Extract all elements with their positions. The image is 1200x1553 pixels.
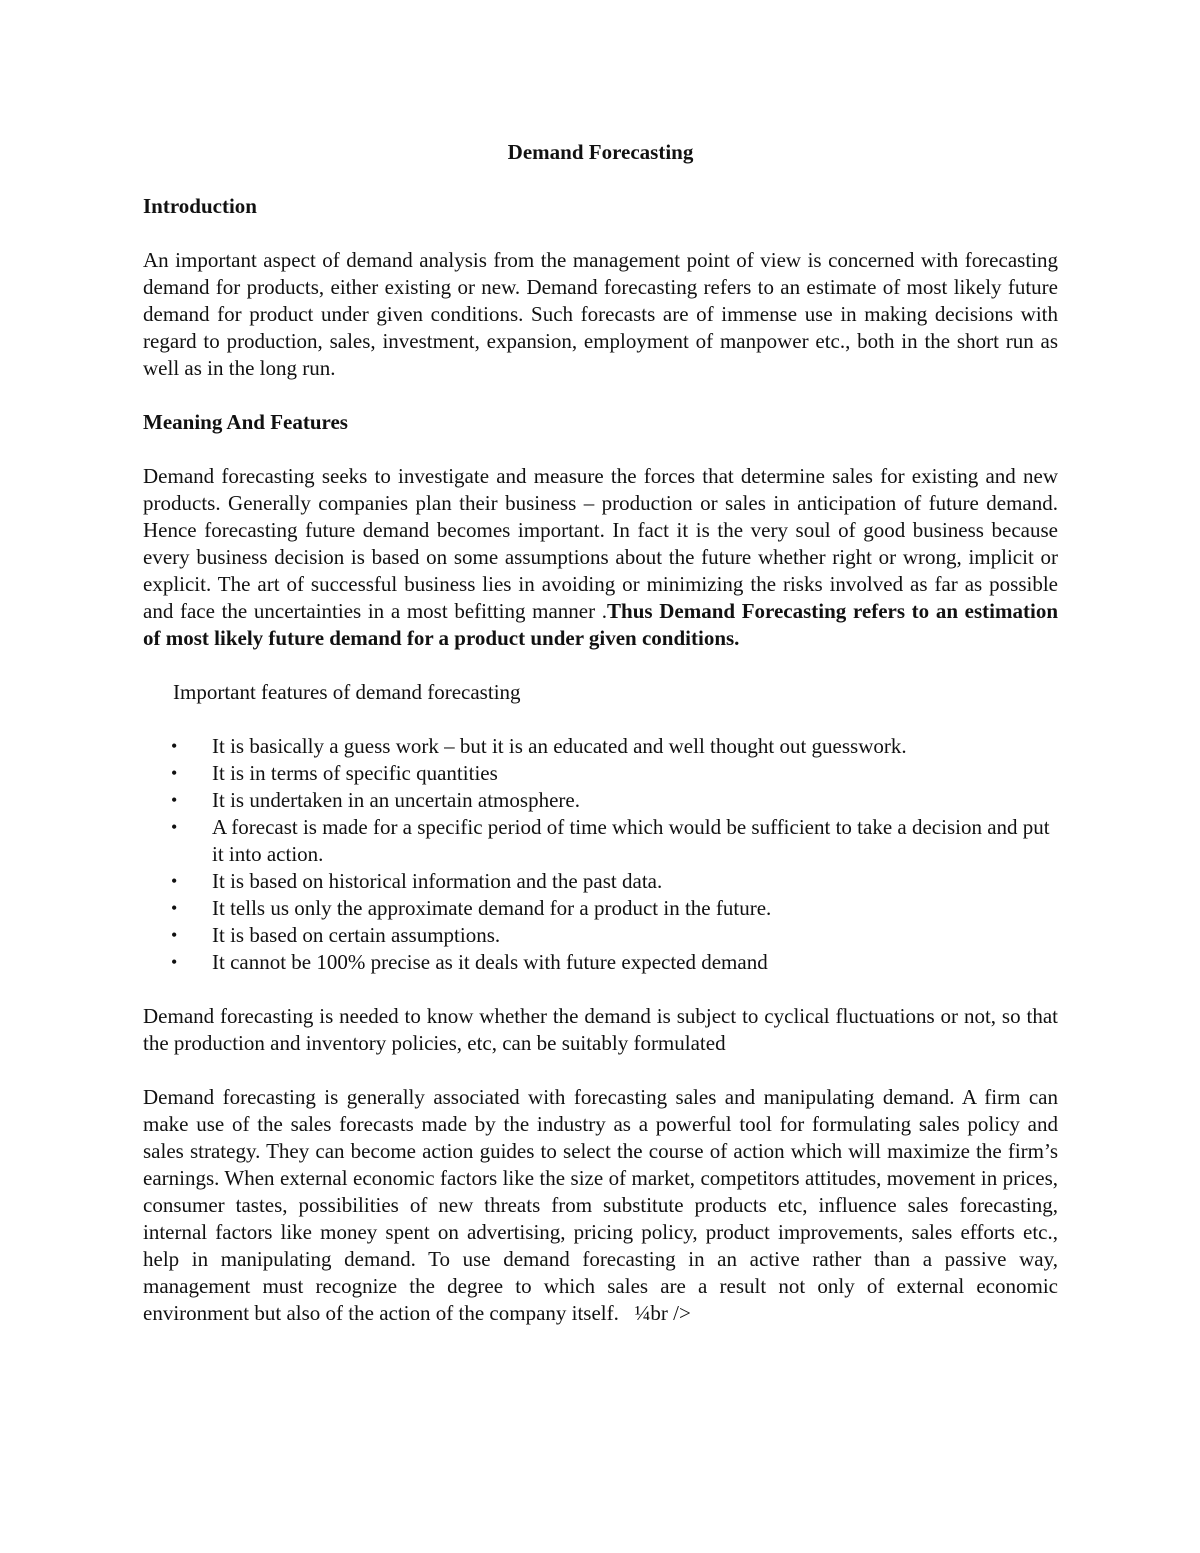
closing-text: Demand forecasting is generally associated with forecasting sales and manipulating demand. A firm can make use of the sales forecasts made by the industry as a powerful tool for formulating sales policy and sales strategy. They can become action guides to select the course of action which will maximize the firm’s earnings. When external economic factors like the size of market, competitors attitudes, movement in prices, consumer tastes, possibilities of new threats from substitute products etc, influence sales forecasting, internal factors like money spent on advertising, pricing policy, product improvements, sales efforts etc., help in manipulating demand. To use demand forecasting in an active rather than a passive way, management must recognize the degree to which sales are a result not only of external economic environment but also of the action of the company itself. (143, 1085, 1058, 1325)
list-item (143, 733, 1058, 760)
features-list (143, 733, 1058, 976)
list-item (143, 760, 1058, 787)
list-item-text: It cannot be 100% precise as it deals with future expected demand (212, 950, 768, 974)
introduction-heading: Introduction (143, 194, 257, 218)
list-item (143, 922, 1058, 949)
list-item-text: It is based on certain assumptions. (212, 923, 501, 947)
bullet-icon: • (171, 925, 178, 945)
list-item (143, 868, 1058, 895)
bullet-icon: • (171, 898, 178, 918)
list-item (143, 895, 1058, 922)
bullet-icon: • (171, 817, 178, 837)
list-item-text: It is based on historical information and the past data. (212, 869, 663, 893)
list-item-text: It is undertaken in an uncertain atmosphere. (212, 788, 580, 812)
list-item-text: A forecast is made for a specific period of time which would be sufficient to take a decision and put it into action. (212, 815, 1050, 866)
meaning-definition: Thus Demand Forecasting refers to an estimation of most likely future demand for a product under given conditions. (143, 599, 1058, 650)
features-title: Important features of demand forecasting (173, 680, 521, 704)
cyclical-paragraph: Demand forecasting is needed to know whether the demand is subject to cyclical fluctuations or not, so that the production and inventory policies, etc, can be suitably formulated (143, 1004, 1058, 1055)
list-item-text: It tells us only the approximate demand for a product in the future. (212, 896, 772, 920)
closing-paragraph (143, 1084, 1058, 1327)
bullet-icon: • (171, 952, 178, 972)
bullet-icon: • (171, 790, 178, 810)
introduction-paragraph: An important aspect of demand analysis from the management point of view is concerned with forecasting demand for products, either existing or new. Demand forecasting refers to an estimate of most likely future demand for product under given conditions. Such forecasts are of immense use in making decisions with regard to production, sales, investment, expansion, employment of manpower etc., both in the short run as well as in the long run. (143, 248, 1058, 380)
bullet-icon: • (171, 871, 178, 891)
list-item-text: It is basically a guess work – but it is an educated and well thought out guesswork. (212, 734, 907, 758)
list-item-text: It is in terms of specific quantities (212, 761, 498, 785)
bullet-icon: • (171, 736, 178, 756)
list-item (143, 787, 1058, 814)
list-item (143, 949, 1058, 976)
meaning-paragraph (143, 463, 1058, 652)
meaning-text: Demand forecasting seeks to investigate and measure the forces that determine sales for existing and new products. Generally companies plan their business – production or sales in anticipation of future demand. Hence forecasting future demand becomes important. In fact it is the very soul of good business because every business decision is based on some assumptions about the future whether right or wrong, implicit or explicit. The art of successful business lies in avoiding or minimizing the risks involved as far as possible and face the uncertainties in a most befitting manner . (143, 464, 1058, 623)
closing-artifact: ¼br /> (634, 1301, 691, 1325)
bullet-icon: • (171, 763, 178, 783)
list-item (143, 814, 1058, 868)
document-title: Demand Forecasting (507, 140, 694, 164)
meaning-heading: Meaning And Features (143, 410, 348, 434)
